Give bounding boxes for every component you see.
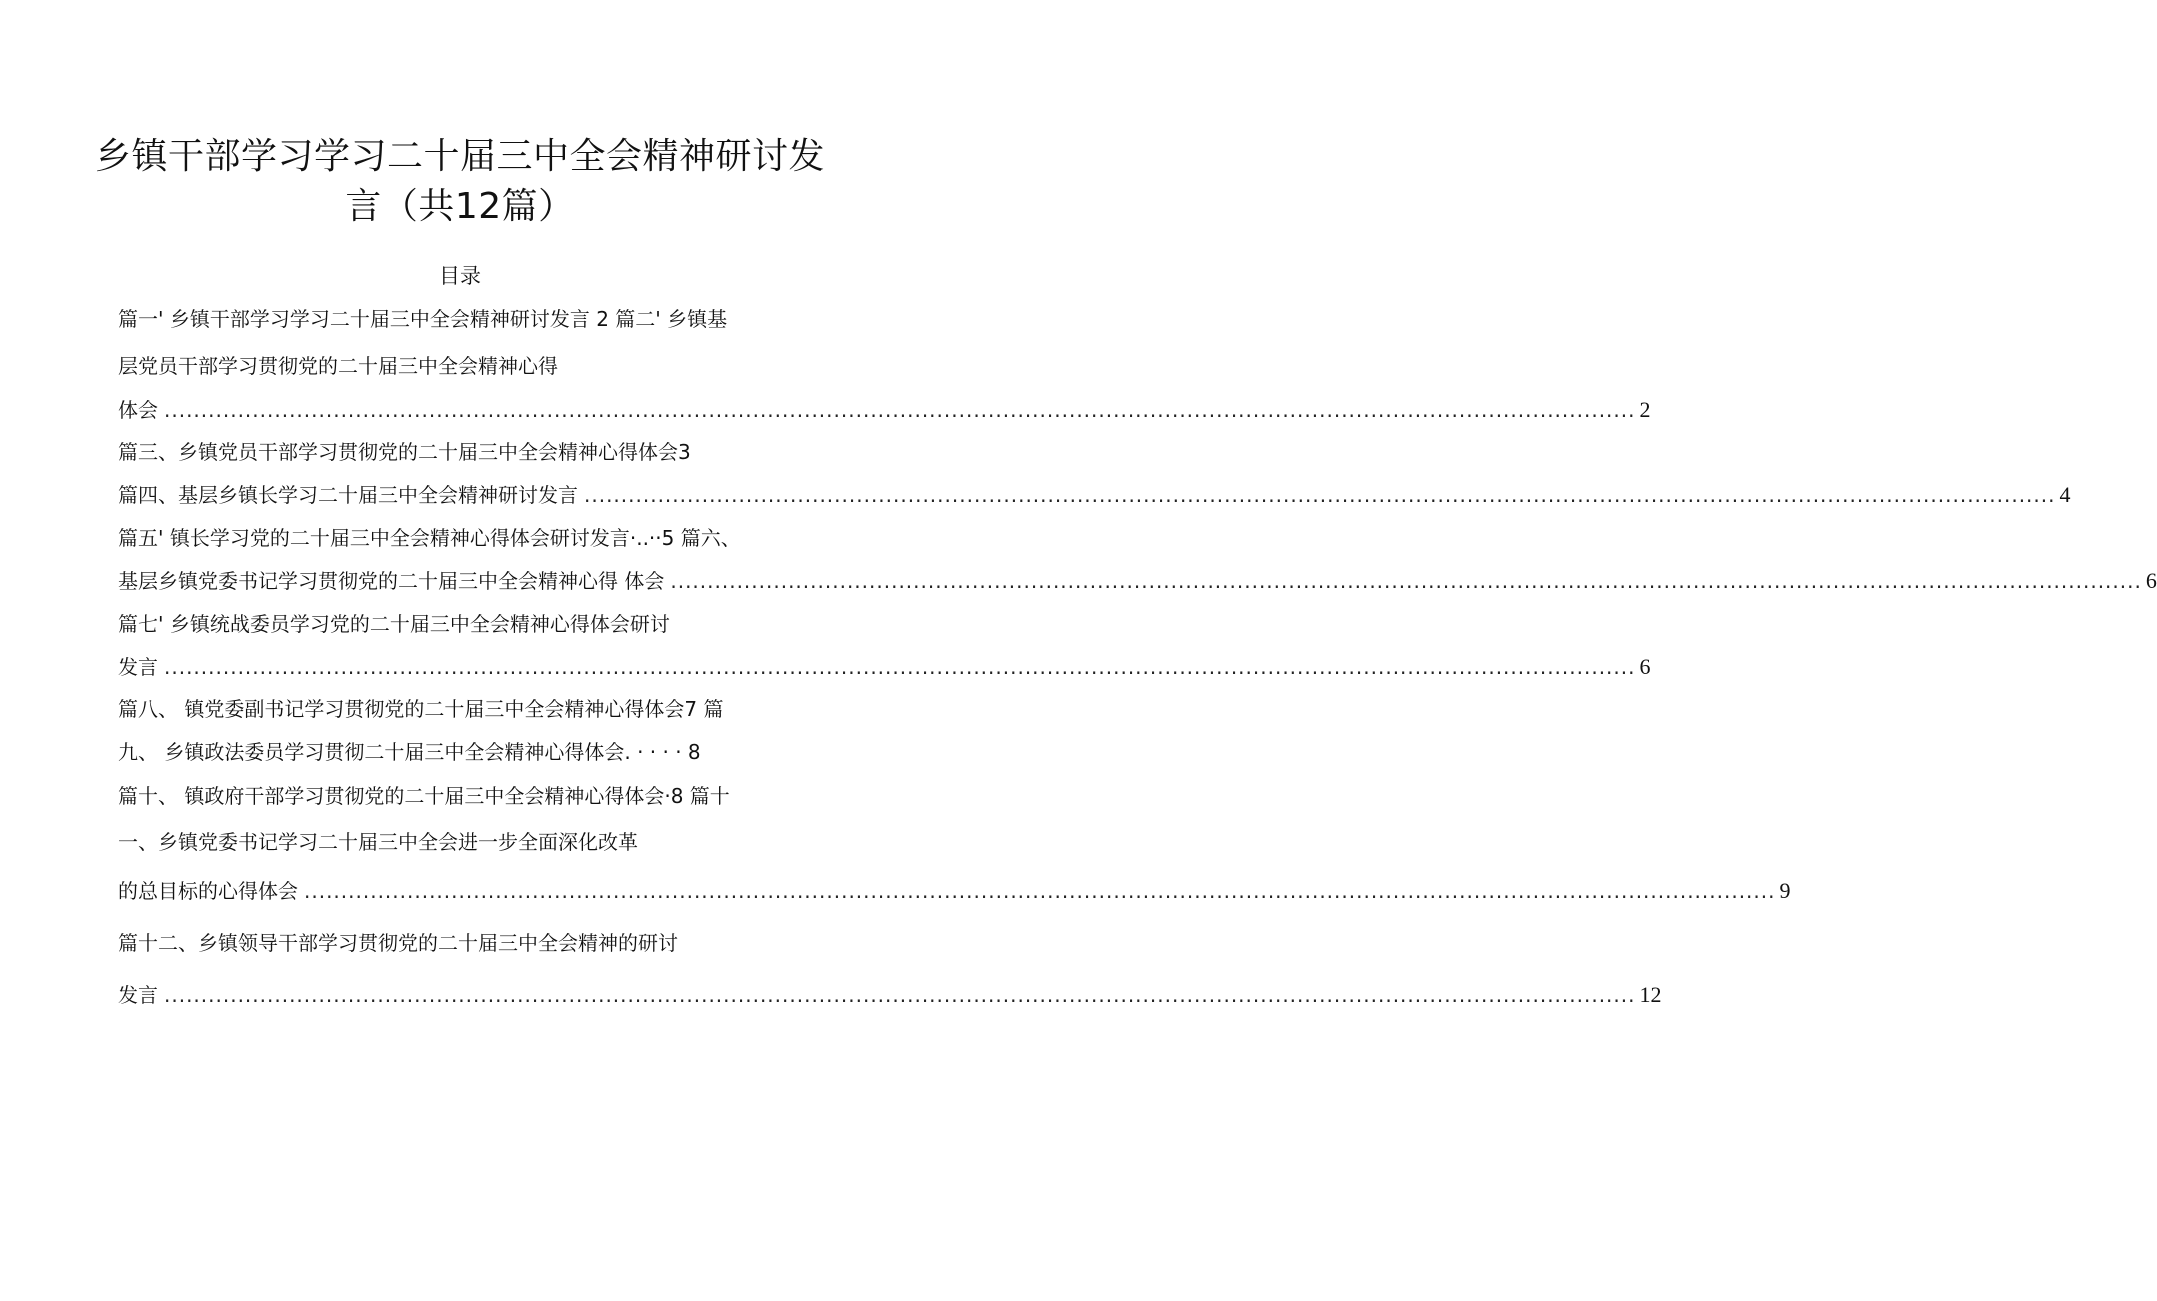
toc-row <box>118 566 2157 596</box>
toc-page-number: 6 <box>1639 654 1651 679</box>
toc-line: 一、乡镇党委书记学习二十届三中全会进一步全面深化改革 <box>118 830 638 854</box>
toc-page-number: 12 <box>1639 982 1662 1007</box>
toc-entry-text: 的总目标的心得体会 <box>118 879 298 903</box>
toc-page-number: 4 <box>2059 482 2071 507</box>
toc-entry-text: 篇四、基层乡镇长学习二十届三中全会精神研讨发言 <box>118 483 578 507</box>
toc-row <box>118 652 1651 682</box>
toc-line: 篇十、 镇政府干部学习贯彻党的二十届三中全会精神心得体会·8 篇十 <box>118 784 730 808</box>
document-title-line-2: 言（共12篇） <box>345 186 575 227</box>
toc-line: 层党员干部学习贯彻党的二十届三中全会精神心得 <box>118 354 558 378</box>
dot-leader: ........................................................................................................................................................................................................ <box>164 983 1636 1007</box>
dot-leader: ........................................................................................................................................................................................................ <box>584 483 2056 507</box>
toc-line: 篇七' 乡镇统战委员学习党的二十届三中全会精神心得体会研讨 <box>118 612 670 636</box>
dot-leader: ........................................................................................................................................................................................................ <box>304 879 1776 903</box>
toc-row <box>118 480 2071 510</box>
dot-leader: ........................................................................................................................................................................................................ <box>164 398 1636 422</box>
toc-page-number: 9 <box>1779 878 1791 903</box>
toc-row <box>118 876 1791 906</box>
toc-line: 篇八、 镇党委副书记学习贯彻党的二十届三中全会精神心得体会7 篇 <box>118 697 724 721</box>
toc-line: 篇五' 镇长学习党的二十届三中全会精神心得体会研讨发言·..··5 篇六、 <box>118 526 741 550</box>
toc-line: 九、 乡镇政法委员学习贯彻二十届三中全会精神心得体会. · · · · 8 <box>118 740 701 764</box>
toc-row <box>118 980 1662 1010</box>
toc-entry-text: 基层乡镇党委书记学习贯彻党的二十届三中全会精神心得 体会 <box>118 569 665 593</box>
toc-line: 篇一' 乡镇干部学习学习二十届三中全会精神研讨发言 2 篇二' 乡镇基 <box>118 307 728 331</box>
toc-line: 篇三、乡镇党员干部学习贯彻党的二十届三中全会精神心得体会3 <box>118 440 691 464</box>
toc-line: 篇十二、乡镇领导干部学习贯彻党的二十届三中全会精神的研讨 <box>118 931 678 955</box>
toc-row <box>118 395 1651 425</box>
toc-entry-text: 体会 <box>118 398 158 422</box>
toc-entry-text: 发言 <box>118 983 158 1007</box>
dot-leader: ........................................................................................................................................................................................................ <box>164 655 1636 679</box>
toc-page-number: 2 <box>1639 397 1651 422</box>
document-title-line-1: 乡镇干部学习学习二十届三中全会精神研讨发 <box>94 136 825 177</box>
dot-leader: ........................................................................................................................................................................................................ <box>670 569 2142 593</box>
toc-entry-text: 发言 <box>118 655 158 679</box>
toc-heading: 目录 <box>439 264 481 288</box>
toc-page-number: 6 <box>2145 568 2157 593</box>
